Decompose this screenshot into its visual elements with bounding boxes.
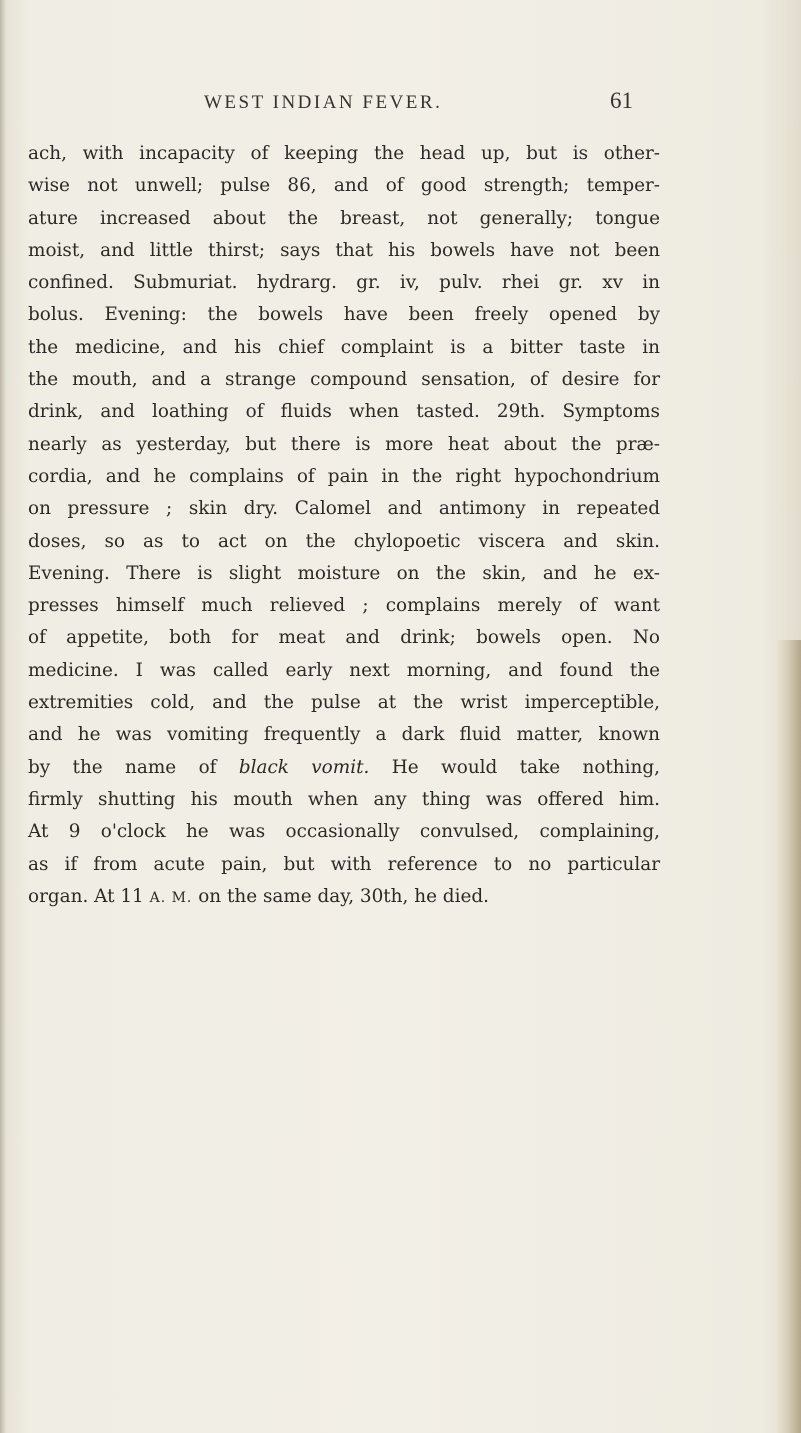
text-line: bolus. Evening: the bowels have been freely opened by	[28, 304, 660, 326]
italic-term: black vomit.	[238, 756, 370, 778]
text-line: and he was vomiting frequently a dark fluid matter, known	[28, 724, 660, 746]
text-line: cordia, and he complains of pain in the right hypochondrium	[28, 465, 660, 487]
text-line: firmly shutting his mouth when any thing was offered him.	[28, 788, 660, 810]
text-segment: He would take nothing,	[369, 756, 660, 778]
text-segment: by the name of	[28, 756, 239, 778]
text-line: extremities cold, and the pulse at the wrist imperceptible,	[28, 692, 660, 714]
text-line: At 9 o'clock he was occasionally convulsed, complaining,	[28, 821, 660, 843]
text-segment: organ. At 11	[28, 885, 150, 907]
text-line: the medicine, and his chief complaint is a bitter taste in	[28, 336, 660, 358]
text-line: as if from acute pain, but with reference to no particular	[28, 853, 660, 875]
text-line: moist, and little thirst; says that his bowels have not been	[28, 239, 660, 261]
page-header	[0, 86, 801, 120]
text-line-with-italic	[28, 752, 660, 784]
page-foxing-stain	[775, 640, 801, 1433]
small-caps-time: A. M.	[149, 889, 193, 906]
text-line: confined. Submuriat. hydrarg. gr. iv, pulv. rhei gr. xv in	[28, 272, 660, 294]
text-line: medicine. I was called early next morning, and found the	[28, 659, 660, 681]
text-line: on pressure ; skin dry. Calomel and antimony in repeated	[28, 498, 660, 520]
running-title: WEST INDIAN FEVER.	[204, 92, 443, 113]
page-number: 61	[610, 88, 633, 113]
text-line: ature increased about the breast, not generally; tongue	[28, 207, 660, 229]
text-line: of appetite, both for meat and drink; bowels open. No	[28, 627, 660, 649]
text-line: presses himself much relieved ; complains merely of want	[28, 595, 660, 617]
text-line: drink, and loathing of fluids when tasted. 29th. Symptoms	[28, 401, 660, 423]
text-line: the mouth, and a strange compound sensation, of desire for	[28, 369, 660, 391]
page-binding-edge	[0, 0, 6, 1433]
text-line: wise not unwell; pulse 86, and of good strength; temper-	[28, 175, 660, 197]
final-text-line	[28, 881, 660, 913]
text-line: ach, with incapacity of keeping the head up, but is other-	[28, 143, 660, 164]
text-line: Evening. There is slight moisture on the skin, and he ex-	[28, 562, 660, 584]
body-text	[28, 138, 660, 913]
text-line: nearly as yesterday, but there is more heat about the præ-	[28, 433, 660, 455]
text-segment: on the same day, 30th, he died.	[192, 885, 489, 907]
text-line: doses, so as to act on the chylopoetic viscera and skin.	[28, 530, 660, 552]
